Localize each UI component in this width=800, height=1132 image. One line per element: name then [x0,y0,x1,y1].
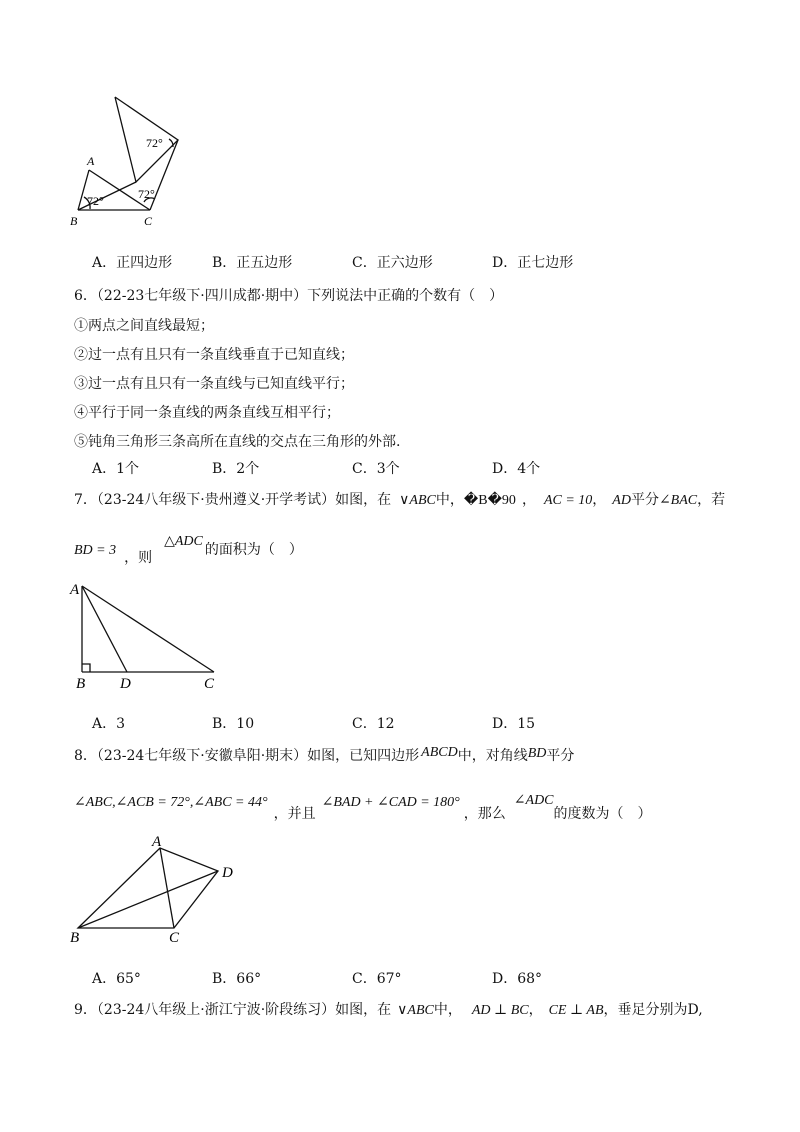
q9-stem-line1 [74,1001,703,1020]
q7-adc: △ADC [164,534,203,549]
q6-item-3: ③过一点有且只有一条直线与已知直线平行； [74,376,354,392]
q7-ruo: ，若 [697,492,726,508]
q7-ze: ，则 [124,550,153,566]
q6-option-a[interactable]: A．1个 [92,461,140,477]
q5-option-b[interactable]: B．正五边形 [212,255,293,271]
q9-tail: ，垂足分别为D, [603,1002,703,1018]
q8-option-c[interactable]: C．67° [352,971,402,987]
q7-point-b: B [76,676,86,692]
q7-point-a: A [70,582,80,598]
q8-bingqie: ，并且 [273,806,316,822]
q6-item-1: ①两点之间直线最短； [74,318,214,334]
q7-stem-line1 [74,491,725,510]
q7-zhong: 中， [435,492,464,508]
q5-angle-label-b: 72° [87,194,104,208]
q8-option-b[interactable]: B．66° [212,971,262,987]
q8-point-a: A [152,834,162,850]
q7-stem-prefix: 7．（23-24八年级下·贵州遵义·开学考试）如图，在 [74,492,392,508]
q8-adc: ∠ADC [513,793,554,808]
q6-option-d[interactable]: D．4个 [492,461,541,477]
q7-triangle-abc: ∨ABC [399,493,436,508]
q5-figure [60,85,200,230]
q6-item-4: ④平行于同一条直线的两条直线互相平行； [74,405,340,421]
q8-stem-line2 [74,793,652,822]
q8-option-d[interactable]: D．68° [492,971,543,987]
q9-comma: ， [528,1002,543,1018]
q7-option-c[interactable]: C．12 [352,716,395,732]
q8-point-d: D [222,865,233,881]
q5-angle-label-mid: 72° [138,187,155,201]
q6-item-5: ⑤钝角三角形三条高所在直线的交点在三角形的外部. [74,434,401,450]
q8-pingfen: 平分 [546,748,575,764]
q8-point-c: C [169,930,180,946]
q9-ad-bc: AD ⊥ BC [471,1003,529,1018]
q9-ce-ab: CE ⊥ AB [548,1003,604,1018]
q8-stem-line1 [74,747,574,766]
q6-item-2: ②过一点有且只有一条直线垂直于已知直线； [74,347,354,363]
q8-namo: ，那么 [463,806,506,822]
q5-option-a[interactable]: A．正四边形 [92,255,173,271]
q7-pingfen: 平分 [630,492,659,508]
q5-option-c[interactable]: C．正六边形 [352,255,433,271]
q8-abcd: ABCD [421,745,458,760]
q5-angle-label-top: 72° [146,136,163,150]
q8-stem-prefix: 8．（23-24七年级下·安徽阜阳·期末）如图，已知四边形 [74,748,420,764]
q7-bac: ∠BAC [658,493,698,508]
q7-stem-line2 [74,534,303,566]
q9-stem-prefix: 9．（23-24八年级上·浙江宁波·阶段练习）如图，在 [74,1002,392,1018]
q7-comma2: ， [592,492,607,508]
q7-option-b[interactable]: B．10 [212,716,255,732]
q5-point-c: C [144,214,153,228]
q6-stem: 6．（22-23七年级下·四川成都·期中）下列说法中正确的个数有（ ） [74,288,504,304]
q8-tail: 的度数为（ ） [553,806,652,822]
q8-option-a[interactable]: A．65° [92,971,141,987]
q7-figure [68,578,228,693]
q7-comma1: ， [521,492,536,508]
q5-option-d[interactable]: D．正七边形 [492,255,574,271]
q8-figure [68,832,248,947]
q7-option-d[interactable]: D．15 [492,716,536,732]
q7-option-a[interactable]: A．3 [92,716,126,732]
q7-bd: BD = 3 [74,543,117,558]
q8-point-b: B [70,930,80,946]
q8-cond2: ∠BAD + ∠CAD = 180° [321,795,460,810]
q7-tail: 的面积为（ ） [204,542,303,558]
q9-triangle-abc: ∨ABC [397,1003,434,1018]
q9-zhong: 中， [433,1002,462,1018]
q5-point-a: A [87,154,95,168]
q7-ad: AD [612,493,631,508]
q8-cond1: ∠ABC,∠ACB = 72°,∠ABC = 44° [74,795,268,810]
q8-bd: BD [527,746,547,761]
q7-point-c: C [204,676,215,692]
q7-point-d: D [120,676,131,692]
q7-ac: AC = 10 [543,493,593,508]
q6-option-c[interactable]: C．3个 [352,461,400,477]
q5-point-b: B [70,214,78,228]
q8-mid: 中，对角线 [457,748,528,764]
q7-angle-b: �B�90 [463,493,516,508]
q6-option-b[interactable]: B．2个 [212,461,260,477]
